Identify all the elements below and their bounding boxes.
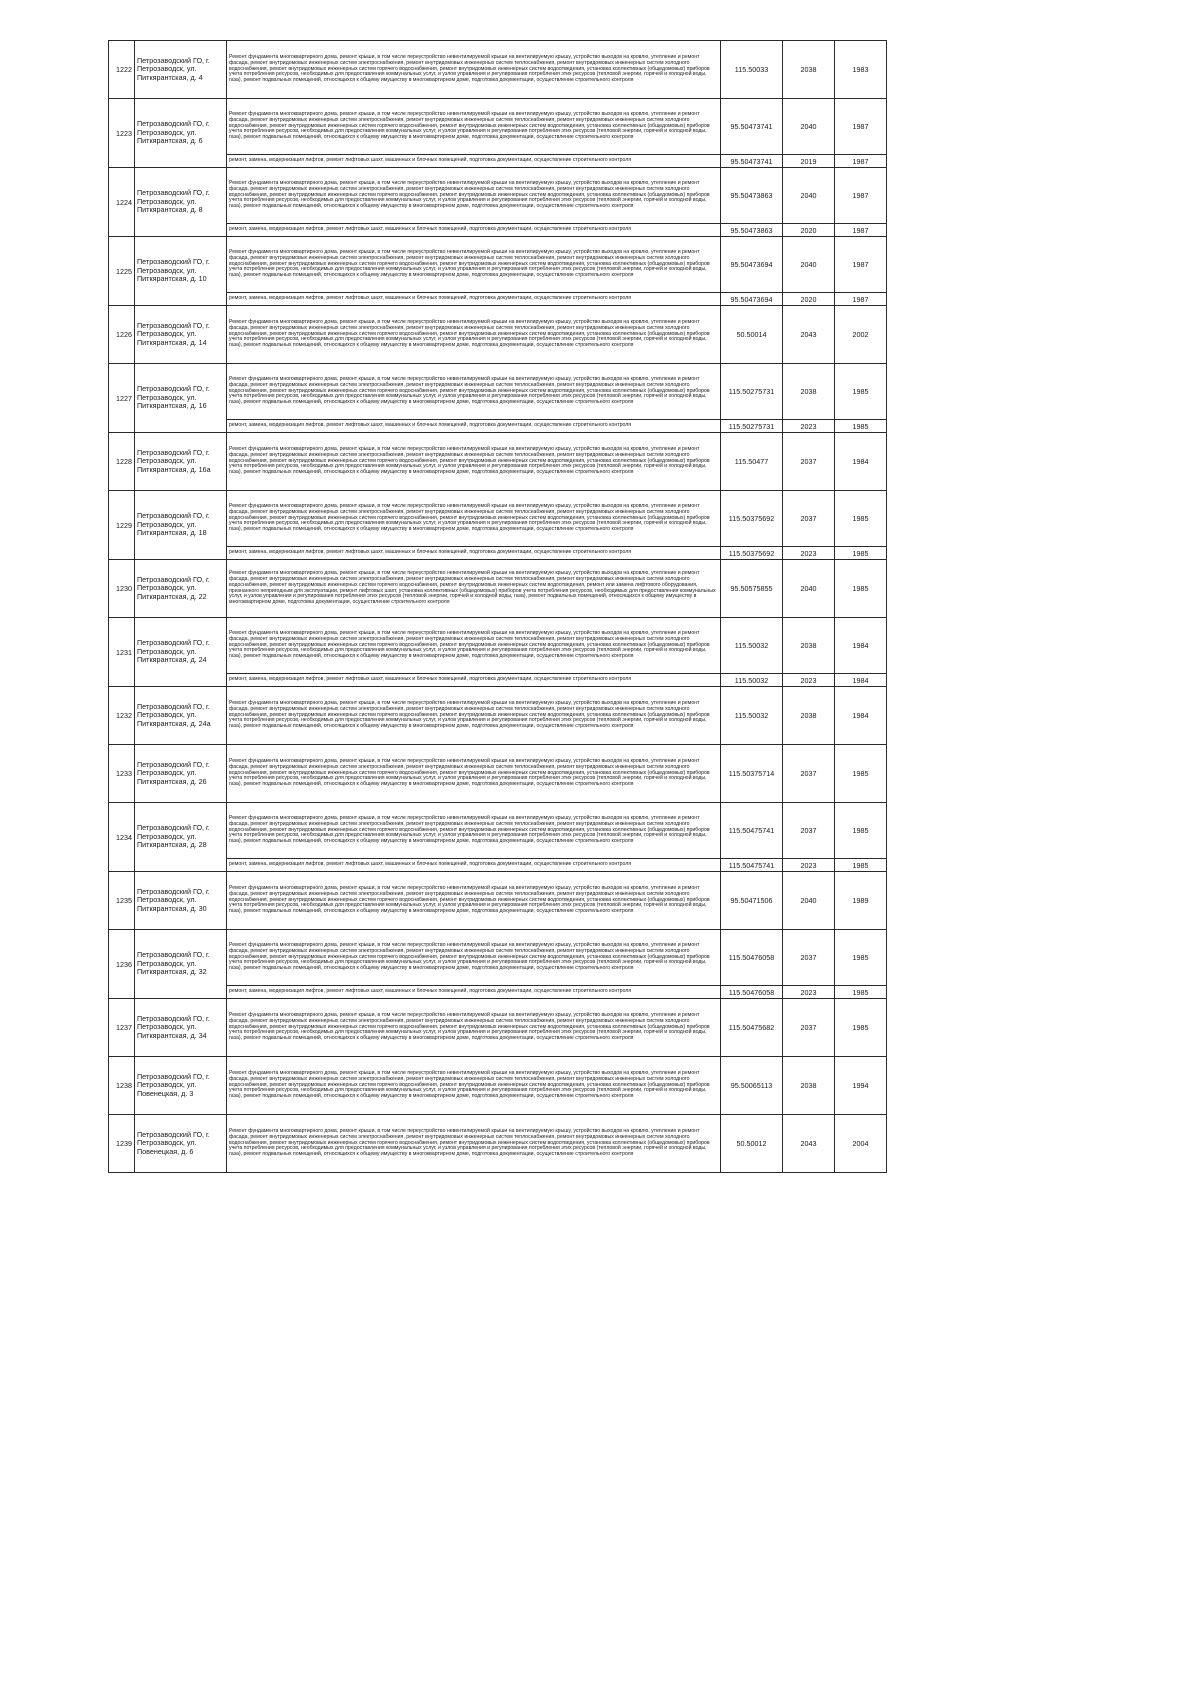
building-address: Петрозаводский ГО, г. Петрозаводск, ул. Питкярантская, д. 18 xyxy=(135,491,227,560)
row-number: 1225 xyxy=(109,237,135,306)
elevator-area-value: 115.50275731 xyxy=(721,420,783,433)
elevator-planned-year: 2023 xyxy=(783,420,835,433)
row-number: 1238 xyxy=(109,1057,135,1115)
planned-year: 2040 xyxy=(783,560,835,618)
row-number: 1228 xyxy=(109,433,135,491)
planned-year: 2037 xyxy=(783,491,835,547)
table-row xyxy=(109,687,887,745)
planned-year: 2037 xyxy=(783,930,835,986)
repair-works-description: Ремонт фундамента многоквартирного дома, ремонт крыши, в том числе переустройство невентилируемой крыши на вентилируемую крышу, устройство выходов на кровлю, утепление и ремонт фасада, ремонт внутридомовых инженерных систем электроснабжения, ремонт внутридомовых инженерных систем теплоснабжения, ремонт внутридомовых инженерных систем холодного водоснабжения, ремонт внутридомовых инженерных систем горячего водоснабжения, ремонт внутридомовых инженерных систем водоотведения, установка коллективных (общедомовых) приборов учета потребления ресурсов, необходимых для предоставления коммунальных услуг, и узлов управления и регулирования потребления этих ресурсов (тепловой энергии, горячей и холодной воды, газа), ремонт подвальных помещений, относящихся к общему имуществу в многоквартирном доме, подготовка документации, осуществление строительного контроля xyxy=(227,999,721,1057)
repair-works-description: Ремонт фундамента многоквартирного дома, ремонт крыши, в том числе переустройство невентилируемой крыши на вентилируемую крышу, устройство выходов на кровлю, утепление и ремонт фасада, ремонт внутридомовых инженерных систем электроснабжения, ремонт внутридомовых инженерных систем теплоснабжения, ремонт внутридомовых инженерных систем холодного водоснабжения, ремонт внутридомовых инженерных систем горячего водоснабжения, ремонт внутридомовых инженерных систем водоотведения, установка коллективных (общедомовых) приборов учета потребления ресурсов, необходимых для предоставления коммунальных услуг, и узлов управления и регулирования потребления этих ресурсов (тепловой энергии, горячей и холодной воды, газа), ремонт подвальных помещений, относящихся к общему имуществу в многоквартирном доме, подготовка документации, осуществление строительного контроля xyxy=(227,491,721,547)
planned-year: 2037 xyxy=(783,999,835,1057)
building-address: Петрозаводский ГО, г. Петрозаводск, ул. Питкярантская, д. 30 xyxy=(135,872,227,930)
elevator-construction-year: 1985 xyxy=(835,859,887,872)
building-address: Петрозаводский ГО, г. Петрозаводск, ул. Питкярантская, д. 16а xyxy=(135,433,227,491)
table-row xyxy=(109,930,887,986)
elevator-planned-year: 2019 xyxy=(783,155,835,168)
building-address: Петрозаводский ГО, г. Петрозаводск, ул. Повенецкая, д. 3 xyxy=(135,1057,227,1115)
construction-year: 1985 xyxy=(835,930,887,986)
planned-year: 2037 xyxy=(783,745,835,803)
area-value: 115.50033 xyxy=(721,41,783,99)
planned-year: 2040 xyxy=(783,168,835,224)
elevator-works-description: ремонт, замена, модернизация лифтов, ремонт лифтовых шахт, машинных и блочных помещений, подготовка документации, осуществление строительного контроля xyxy=(227,293,721,306)
elevator-area-value: 115.50375692 xyxy=(721,547,783,560)
elevator-works-description: ремонт, замена, модернизация лифтов, ремонт лифтовых шахт, машинных и блочных помещений, подготовка документации, осуществление строительного контроля xyxy=(227,420,721,433)
elevator-area-value: 115.50475741 xyxy=(721,859,783,872)
table-row xyxy=(109,364,887,420)
repair-works-description: Ремонт фундамента многоквартирного дома, ремонт крыши, в том числе переустройство невентилируемой крыши на вентилируемую крышу, устройство выходов на кровлю, утепление и ремонт фасада, ремонт внутридомовых инженерных систем электроснабжения, ремонт внутридомовых инженерных систем теплоснабжения, ремонт внутридомовых инженерных систем холодного водоснабжения, ремонт внутридомовых инженерных систем горячего водоснабжения, ремонт внутридомовых инженерных систем водоотведения, установка коллективных (общедомовых) приборов учета потребления ресурсов, необходимых для предоставления коммунальных услуг, и узлов управления и регулирования потребления этих ресурсов (тепловой энергии, горячей и холодной воды, газа), ремонт подвальных помещений, относящихся к общему имуществу в многоквартирном доме, подготовка документации, осуществление строительного контроля xyxy=(227,99,721,155)
repair-works-description: Ремонт фундамента многоквартирного дома, ремонт крыши, в том числе переустройство невентилируемой крыши на вентилируемую крышу, устройство выходов на кровлю, утепление и ремонт фасада, ремонт внутридомовых инженерных систем электроснабжения, ремонт внутридомовых инженерных систем теплоснабжения, ремонт внутридомовых инженерных систем холодного водоснабжения, ремонт внутридомовых инженерных систем горячего водоснабжения, ремонт внутридомовых инженерных систем водоотведения, установка коллективных (общедомовых) приборов учета потребления ресурсов, необходимых для предоставления коммунальных услуг, и узлов управления и регулирования потребления этих ресурсов (тепловой энергии, горячей и холодной воды, газа), ремонт подвальных помещений, относящихся к общему имуществу в многоквартирном доме, подготовка документации, осуществление строительного контроля xyxy=(227,930,721,986)
elevator-works-description: ремонт, замена, модернизация лифтов, ремонт лифтовых шахт, машинных и блочных помещений, подготовка документации, осуществление строительного контроля xyxy=(227,674,721,687)
elevator-construction-year: 1987 xyxy=(835,155,887,168)
construction-year: 2004 xyxy=(835,1115,887,1173)
elevator-planned-year: 2023 xyxy=(783,547,835,560)
area-value: 115.50275731 xyxy=(721,364,783,420)
table-row xyxy=(109,168,887,224)
construction-year: 1994 xyxy=(835,1057,887,1115)
row-number: 1222 xyxy=(109,41,135,99)
area-value: 95.50473741 xyxy=(721,99,783,155)
repair-works-description: Ремонт фундамента многоквартирного дома, ремонт крыши, в том числе переустройство невентилируемой крыши на вентилируемую крышу, устройство выходов на кровлю, утепление и ремонт фасада, ремонт внутридомовых инженерных систем электроснабжения, ремонт внутридомовых инженерных систем теплоснабжения, ремонт внутридомовых инженерных систем холодного водоснабжения, ремонт внутридомовых инженерных систем горячего водоснабжения, ремонт внутридомовых инженерных систем водоотведения, установка коллективных (общедомовых) приборов учета потребления ресурсов, необходимых для предоставления коммунальных услуг, и узлов управления и регулирования потребления этих ресурсов (тепловой энергии, горячей и холодной воды, газа), ремонт подвальных помещений, относящихся к общему имуществу в многоквартирном доме, подготовка документации, осуществление строительного контроля xyxy=(227,618,721,674)
elevator-area-value: 95.50473863 xyxy=(721,224,783,237)
elevator-area-value: 95.50473741 xyxy=(721,155,783,168)
row-number: 1232 xyxy=(109,687,135,745)
row-number: 1224 xyxy=(109,168,135,237)
elevator-works-description: ремонт, замена, модернизация лифтов, ремонт лифтовых шахт, машинных и блочных помещений, подготовка документации, осуществление строительного контроля xyxy=(227,155,721,168)
repair-works-description: Ремонт фундамента многоквартирного дома, ремонт крыши, в том числе переустройство невентилируемой крыши на вентилируемую крышу, устройство выходов на кровлю, утепление и ремонт фасада, ремонт внутридомовых инженерных систем электроснабжения, ремонт внутридомовых инженерных систем теплоснабжения, ремонт внутридомовых инженерных систем холодного водоснабжения, ремонт внутридомовых инженерных систем горячего водоснабжения, ремонт внутридомовых инженерных систем водоотведения, установка коллективных (общедомовых) приборов учета потребления ресурсов, необходимых для предоставления коммунальных услуг, и узлов управления и регулирования потребления этих ресурсов (тепловой энергии, горячей и холодной воды, газа), ремонт подвальных помещений, относящихся к общему имуществу в многоквартирном доме, подготовка документации, осуществление строительного контроля xyxy=(227,364,721,420)
elevator-construction-year: 1987 xyxy=(835,224,887,237)
row-number: 1229 xyxy=(109,491,135,560)
elevator-works-description: ремонт, замена, модернизация лифтов, ремонт лифтовых шахт, машинных и блочных помещений, подготовка документации, осуществление строительного контроля xyxy=(227,859,721,872)
table-row xyxy=(109,237,887,293)
table-row xyxy=(109,1057,887,1115)
building-address: Петрозаводский ГО, г. Петрозаводск, ул. Питкярантская, д. 14 xyxy=(135,306,227,364)
elevator-planned-year: 2020 xyxy=(783,293,835,306)
planned-year: 2038 xyxy=(783,364,835,420)
table-row xyxy=(109,560,887,618)
table-row xyxy=(109,745,887,803)
repair-works-description: Ремонт фундамента многоквартирного дома, ремонт крыши, в том числе переустройство невентилируемой крыши на вентилируемую крышу, устройство выходов на кровлю, утепление и ремонт фасада, ремонт внутридомовых инженерных систем электроснабжения, ремонт внутридомовых инженерных систем теплоснабжения, ремонт внутридомовых инженерных систем холодного водоснабжения, ремонт внутридомовых инженерных систем горячего водоснабжения, ремонт внутридомовых инженерных систем водоотведения, установка коллективных (общедомовых) приборов учета потребления ресурсов, необходимых для предоставления коммунальных услуг, и узлов управления и регулирования потребления этих ресурсов (тепловой энергии, горячей и холодной воды, газа), ремонт подвальных помещений, относящихся к общему имуществу в многоквартирном доме, подготовка документации, осуществление строительного контроля xyxy=(227,803,721,859)
building-address: Петрозаводский ГО, г. Петрозаводск, ул. Питкярантская, д. 8 xyxy=(135,168,227,237)
elevator-construction-year: 1984 xyxy=(835,674,887,687)
planned-year: 2038 xyxy=(783,1057,835,1115)
elevator-area-value: 115.50476058 xyxy=(721,986,783,999)
construction-year: 1985 xyxy=(835,560,887,618)
row-number: 1227 xyxy=(109,364,135,433)
construction-year: 1987 xyxy=(835,168,887,224)
area-value: 95.50575855 xyxy=(721,560,783,618)
area-value: 50.50012 xyxy=(721,1115,783,1173)
repair-works-description: Ремонт фундамента многоквартирного дома, ремонт крыши, в том числе переустройство невентилируемой крыши на вентилируемую крышу, устройство выходов на кровлю, утепление и ремонт фасада, ремонт внутридомовых инженерных систем электроснабжения, ремонт внутридомовых инженерных систем теплоснабжения, ремонт внутридомовых инженерных систем холодного водоснабжения, ремонт внутридомовых инженерных систем горячего водоснабжения, ремонт внутридомовых инженерных систем водоотведения, установка коллективных (общедомовых) приборов учета потребления ресурсов, необходимых для предоставления коммунальных услуг, и узлов управления и регулирования потребления этих ресурсов (тепловой энергии, горячей и холодной воды, газа), ремонт подвальных помещений, относящихся к общему имуществу в многоквартирном доме, подготовка документации, осуществление строительного контроля xyxy=(227,1057,721,1115)
elevator-planned-year: 2023 xyxy=(783,986,835,999)
area-value: 115.50475682 xyxy=(721,999,783,1057)
repair-works-description: Ремонт фундамента многоквартирного дома, ремонт крыши, в том числе переустройство невентилируемой крыши на вентилируемую крышу, устройство выходов на кровлю, утепление и ремонт фасада, ремонт внутридомовых инженерных систем электроснабжения, ремонт внутридомовых инженерных систем теплоснабжения, ремонт внутридомовых инженерных систем холодного водоснабжения, ремонт внутридомовых инженерных систем горячего водоснабжения, ремонт внутридомовых инженерных систем водоотведения, установка коллективных (общедомовых) приборов учета потребления ресурсов, необходимых для предоставления коммунальных услуг, и узлов управления и регулирования потребления этих ресурсов (тепловой энергии, горячей и холодной воды, газа), ремонт подвальных помещений, относящихся к общему имуществу в многоквартирном доме, подготовка документации, осуществление строительного контроля xyxy=(227,168,721,224)
table-row xyxy=(109,41,887,99)
table-row xyxy=(109,306,887,364)
building-address: Петрозаводский ГО, г. Петрозаводск, ул. Питкярантская, д. 28 xyxy=(135,803,227,872)
elevator-construction-year: 1985 xyxy=(835,420,887,433)
repair-works-description: Ремонт фундамента многоквартирного дома, ремонт крыши, в том числе переустройство невентилируемой крыши на вентилируемую крышу, устройство выходов на кровлю, утепление и ремонт фасада, ремонт внутридомовых инженерных систем электроснабжения, ремонт внутридомовых инженерных систем теплоснабжения, ремонт внутридомовых инженерных систем холодного водоснабжения, ремонт внутридомовых инженерных систем горячего водоснабжения, ремонт внутридомовых инженерных систем водоотведения, установка коллективных (общедомовых) приборов учета потребления ресурсов, необходимых для предоставления коммунальных услуг, и узлов управления и регулирования потребления этих ресурсов (тепловой энергии, горячей и холодной воды, газа), ремонт подвальных помещений, относящихся к общему имуществу в многоквартирном доме, подготовка документации, осуществление строительного контроля xyxy=(227,1115,721,1173)
row-number: 1231 xyxy=(109,618,135,687)
area-value: 95.50065113 xyxy=(721,1057,783,1115)
construction-year: 1984 xyxy=(835,618,887,674)
planned-year: 2038 xyxy=(783,618,835,674)
building-address: Петрозаводский ГО, г. Петрозаводск, ул. Питкярантская, д. 24 xyxy=(135,618,227,687)
building-address: Петрозаводский ГО, г. Петрозаводск, ул. Питкярантская, д. 26 xyxy=(135,745,227,803)
building-address: Петрозаводский ГО, г. Петрозаводск, ул. Повенецкая, д. 6 xyxy=(135,1115,227,1173)
area-value: 115.50032 xyxy=(721,687,783,745)
repair-works-description: Ремонт фундамента многоквартирного дома, ремонт крыши, в том числе переустройство невентилируемой крыши на вентилируемую крышу, устройство выходов на кровлю, утепление и ремонт фасада, ремонт внутридомовых инженерных систем электроснабжения, ремонт внутридомовых инженерных систем теплоснабжения, ремонт внутридомовых инженерных систем холодного водоснабжения, ремонт внутридомовых инженерных систем горячего водоснабжения, ремонт внутридомовых инженерных систем водоотведения, установка коллективных (общедомовых) приборов учета потребления ресурсов, необходимых для предоставления коммунальных услуг, и узлов управления и регулирования потребления этих ресурсов (тепловой энергии, горячей и холодной воды, газа), ремонт подвальных помещений, относящихся к общему имуществу в многоквартирном доме, подготовка документации, осуществление строительного контроля xyxy=(227,237,721,293)
elevator-construction-year: 1985 xyxy=(835,986,887,999)
construction-year: 1984 xyxy=(835,433,887,491)
planned-year: 2037 xyxy=(783,803,835,859)
table-row xyxy=(109,872,887,930)
repair-works-description: Ремонт фундамента многоквартирного дома, ремонт крыши, в том числе переустройство невентилируемой крыши на вентилируемую крышу, устройство выходов на кровлю, утепление и ремонт фасада, ремонт внутридомовых инженерных систем электроснабжения, ремонт внутридомовых инженерных систем теплоснабжения, ремонт внутридомовых инженерных систем холодного водоснабжения, ремонт внутридомовых инженерных систем горячего водоснабжения, ремонт внутридомовых инженерных систем водоотведения, установка коллективных (общедомовых) приборов учета потребления ресурсов, необходимых для предоставления коммунальных услуг, и узлов управления и регулирования потребления этих ресурсов (тепловой энергии, горячей и холодной воды, газа), ремонт подвальных помещений, относящихся к общему имуществу в многоквартирном доме, подготовка документации, осуществление строительного контроля xyxy=(227,687,721,745)
building-address: Петрозаводский ГО, г. Петрозаводск, ул. Питкярантская, д. 24а xyxy=(135,687,227,745)
construction-year: 1984 xyxy=(835,687,887,745)
construction-year: 1987 xyxy=(835,99,887,155)
area-value: 95.50471506 xyxy=(721,872,783,930)
construction-year: 1985 xyxy=(835,491,887,547)
repair-table-body xyxy=(109,41,887,1173)
row-number: 1235 xyxy=(109,872,135,930)
table-row xyxy=(109,999,887,1057)
area-value: 115.50375692 xyxy=(721,491,783,547)
elevator-construction-year: 1985 xyxy=(835,547,887,560)
building-address: Петрозаводский ГО, г. Петрозаводск, ул. Питкярантская, д. 16 xyxy=(135,364,227,433)
row-number: 1233 xyxy=(109,745,135,803)
table-row xyxy=(109,618,887,674)
construction-year: 1985 xyxy=(835,364,887,420)
construction-year: 1985 xyxy=(835,803,887,859)
construction-year: 2002 xyxy=(835,306,887,364)
construction-year: 1987 xyxy=(835,237,887,293)
repair-works-description: Ремонт фундамента многоквартирного дома, ремонт крыши, в том числе переустройство невентилируемой крыши на вентилируемую крышу, устройство выходов на кровлю, утепление и ремонт фасада, ремонт внутридомовых инженерных систем электроснабжения, ремонт внутридомовых инженерных систем теплоснабжения, ремонт внутридомовых инженерных систем холодного водоснабжения, ремонт внутридомовых инженерных систем горячего водоснабжения, ремонт внутридомовых инженерных систем водоотведения, ремонт или замена лифтового оборудования, признанного непригодным для эксплуатации, ремонт лифтовых шахт, установка коллективных (общедомовых) приборов учета потребления ресурсов, необходимых для предоставления коммунальных услуг, и узлов управления и регулирования потребления этих ресурсов (тепловой энергии, горячей и холодной воды, газа), ремонт подвальных помещений, относящихся к общему имуществу в многоквартирном доме, подготовка документации, осуществление строительного контроля xyxy=(227,560,721,618)
building-address: Петрозаводский ГО, г. Петрозаводск, ул. Питкярантская, д. 6 xyxy=(135,99,227,168)
planned-year: 2037 xyxy=(783,433,835,491)
row-number: 1239 xyxy=(109,1115,135,1173)
area-value: 95.50473863 xyxy=(721,168,783,224)
planned-year: 2040 xyxy=(783,872,835,930)
row-number: 1230 xyxy=(109,560,135,618)
construction-year: 1985 xyxy=(835,745,887,803)
elevator-planned-year: 2023 xyxy=(783,859,835,872)
elevator-planned-year: 2020 xyxy=(783,224,835,237)
elevator-works-description: ремонт, замена, модернизация лифтов, ремонт лифтовых шахт, машинных и блочных помещений, подготовка документации, осуществление строительного контроля xyxy=(227,224,721,237)
table-row xyxy=(109,491,887,547)
repair-works-description: Ремонт фундамента многоквартирного дома, ремонт крыши, в том числе переустройство невентилируемой крыши на вентилируемую крышу, устройство выходов на кровлю, утепление и ремонт фасада, ремонт внутридомовых инженерных систем электроснабжения, ремонт внутридомовых инженерных систем теплоснабжения, ремонт внутридомовых инженерных систем холодного водоснабжения, ремонт внутридомовых инженерных систем горячего водоснабжения, ремонт внутридомовых инженерных систем водоотведения, установка коллективных (общедомовых) приборов учета потребления ресурсов, необходимых для предоставления коммунальных услуг, и узлов управления и регулирования потребления этих ресурсов (тепловой энергии, горячей и холодной воды, газа), ремонт подвальных помещений, относящихся к общему имуществу в многоквартирном доме, подготовка документации, осуществление строительного контроля xyxy=(227,433,721,491)
area-value: 115.50375714 xyxy=(721,745,783,803)
planned-year: 2038 xyxy=(783,41,835,99)
building-address: Петрозаводский ГО, г. Петрозаводск, ул. Питкярантская, д. 34 xyxy=(135,999,227,1057)
row-number: 1234 xyxy=(109,803,135,872)
row-number: 1236 xyxy=(109,930,135,999)
planned-year: 2043 xyxy=(783,1115,835,1173)
row-number: 1223 xyxy=(109,99,135,168)
area-value: 50.50014 xyxy=(721,306,783,364)
building-address: Петрозаводский ГО, г. Петрозаводск, ул. Питкярантская, д. 22 xyxy=(135,560,227,618)
repair-works-description: Ремонт фундамента многоквартирного дома, ремонт крыши, в том числе переустройство невентилируемой крыши на вентилируемую крышу, устройство выходов на кровлю, утепление и ремонт фасада, ремонт внутридомовых инженерных систем электроснабжения, ремонт внутридомовых инженерных систем теплоснабжения, ремонт внутридомовых инженерных систем холодного водоснабжения, ремонт внутридомовых инженерных систем горячего водоснабжения, ремонт внутридомовых инженерных систем водоотведения, установка коллективных (общедомовых) приборов учета потребления ресурсов, необходимых для предоставления коммунальных услуг, и узлов управления и регулирования потребления этих ресурсов (тепловой энергии, горячей и холодной воды, газа), ремонт подвальных помещений, относящихся к общему имуществу в многоквартирном доме, подготовка документации, осуществление строительного контроля xyxy=(227,306,721,364)
planned-year: 2040 xyxy=(783,237,835,293)
planned-year: 2040 xyxy=(783,99,835,155)
planned-year: 2043 xyxy=(783,306,835,364)
area-value: 115.50475741 xyxy=(721,803,783,859)
area-value: 115.50477 xyxy=(721,433,783,491)
row-number: 1226 xyxy=(109,306,135,364)
building-address: Петрозаводский ГО, г. Петрозаводск, ул. Питкярантская, д. 32 xyxy=(135,930,227,999)
table-row xyxy=(109,99,887,155)
planned-year: 2038 xyxy=(783,687,835,745)
elevator-area-value: 115.50032 xyxy=(721,674,783,687)
elevator-works-description: ремонт, замена, модернизация лифтов, ремонт лифтовых шахт, машинных и блочных помещений, подготовка документации, осуществление строительного контроля xyxy=(227,547,721,560)
table-row xyxy=(109,803,887,859)
building-address: Петрозаводский ГО, г. Петрозаводск, ул. Питкярантская, д. 4 xyxy=(135,41,227,99)
row-number: 1237 xyxy=(109,999,135,1057)
repair-works-description: Ремонт фундамента многоквартирного дома, ремонт крыши, в том числе переустройство невентилируемой крыши на вентилируемую крышу, устройство выходов на кровлю, утепление и ремонт фасада, ремонт внутридомовых инженерных систем электроснабжения, ремонт внутридомовых инженерных систем теплоснабжения, ремонт внутридомовых инженерных систем холодного водоснабжения, ремонт внутридомовых инженерных систем горячего водоснабжения, ремонт внутридомовых инженерных систем водоотведения, установка коллективных (общедомовых) приборов учета потребления ресурсов, необходимых для предоставления коммунальных услуг, и узлов управления и регулирования потребления этих ресурсов (тепловой энергии, горячей и холодной воды, газа), ремонт подвальных помещений, относящихся к общему имуществу в многоквартирном доме, подготовка документации, осуществление строительного контроля xyxy=(227,872,721,930)
table-row xyxy=(109,433,887,491)
capital-repair-plan-sheet xyxy=(108,40,886,1173)
elevator-works-description: ремонт, замена, модернизация лифтов, ремонт лифтовых шахт, машинных и блочных помещений, подготовка документации, осуществление строительного контроля xyxy=(227,986,721,999)
repair-works-description: Ремонт фундамента многоквартирного дома, ремонт крыши, в том числе переустройство невентилируемой крыши на вентилируемую крышу, устройство выходов на кровлю, утепление и ремонт фасада, ремонт внутридомовых инженерных систем электроснабжения, ремонт внутридомовых инженерных систем теплоснабжения, ремонт внутридомовых инженерных систем холодного водоснабжения, ремонт внутридомовых инженерных систем горячего водоснабжения, ремонт внутридомовых инженерных систем водоотведения, установка коллективных (общедомовых) приборов учета потребления ресурсов, необходимых для предоставления коммунальных услуг, и узлов управления и регулирования потребления этих ресурсов (тепловой энергии, горячей и холодной воды, газа), ремонт подвальных помещений, относящихся к общему имуществу в многоквартирном доме, подготовка документации, осуществление строительного контроля xyxy=(227,41,721,99)
construction-year: 1989 xyxy=(835,872,887,930)
repair-works-description: Ремонт фундамента многоквартирного дома, ремонт крыши, в том числе переустройство невентилируемой крыши на вентилируемую крышу, устройство выходов на кровлю, утепление и ремонт фасада, ремонт внутридомовых инженерных систем электроснабжения, ремонт внутридомовых инженерных систем теплоснабжения, ремонт внутридомовых инженерных систем холодного водоснабжения, ремонт внутридомовых инженерных систем горячего водоснабжения, ремонт внутридомовых инженерных систем водоотведения, установка коллективных (общедомовых) приборов учета потребления ресурсов, необходимых для предоставления коммунальных услуг, и узлов управления и регулирования потребления этих ресурсов (тепловой энергии, горячей и холодной воды, газа), ремонт подвальных помещений, относящихся к общему имуществу в многоквартирном доме, подготовка документации, осуществление строительного контроля xyxy=(227,745,721,803)
elevator-area-value: 95.50473694 xyxy=(721,293,783,306)
construction-year: 1983 xyxy=(835,41,887,99)
area-value: 95.50473694 xyxy=(721,237,783,293)
construction-year: 1985 xyxy=(835,999,887,1057)
elevator-planned-year: 2023 xyxy=(783,674,835,687)
area-value: 115.50032 xyxy=(721,618,783,674)
area-value: 115.50476058 xyxy=(721,930,783,986)
repair-table xyxy=(108,40,887,1173)
building-address: Петрозаводский ГО, г. Петрозаводск, ул. Питкярантская, д. 10 xyxy=(135,237,227,306)
table-row xyxy=(109,1115,887,1173)
elevator-construction-year: 1987 xyxy=(835,293,887,306)
